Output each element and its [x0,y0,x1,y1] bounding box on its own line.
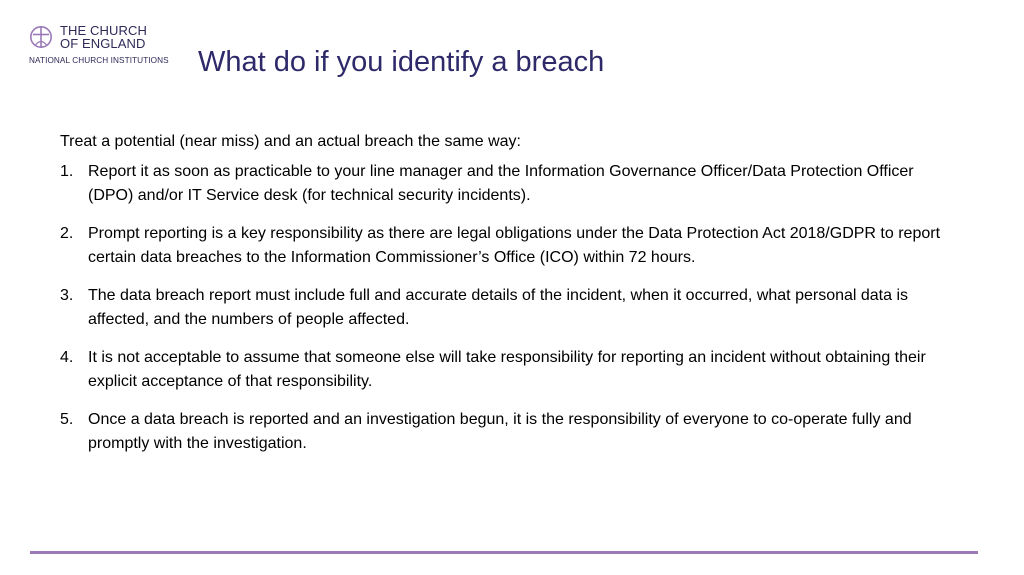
organization-logo [29,24,179,68]
step-number: 5. [60,411,74,428]
logo-subtitle: NATIONAL CHURCH INSTITUTIONS [29,56,169,65]
logo-name-line-1: THE CHURCH [60,23,147,38]
steps-list [60,160,960,456]
step-item-4 [60,346,960,394]
step-text: Once a data breach is reported and an investigation begun, it is the responsibility of everyone to co-operate fully and promptly with the investigation. [88,411,912,452]
church-cross-icon [29,25,53,49]
step-number: 1. [60,163,74,180]
slide-title: What do if you identify a breach [198,46,605,78]
slide-body [60,130,960,470]
footer-divider [30,551,978,554]
step-text: It is not acceptable to assume that someone else will take responsibility for reporting an incident without obtaining their explicit acceptance of that responsibility. [88,349,926,390]
step-text: The data breach report must include full and accurate details of the incident, when it occurred, what personal data is affected, and the numbers of people affected. [88,287,909,328]
intro-text: Treat a potential (near miss) and an actual breach the same way: [60,133,521,150]
step-text: Report it as soon as practicable to your line manager and the Information Governance Officer/Data Protection Officer (DPO) and/or IT Service desk (for technical security incidents). [88,163,914,204]
logo-wordmark [60,24,147,50]
step-item-5 [60,408,960,456]
step-number: 2. [60,225,74,242]
step-number: 4. [60,349,74,366]
step-item-2 [60,222,960,270]
step-text: Prompt reporting is a key responsibility as there are legal obligations under the Data Protection Act 2018/GDPR to report certain data breaches to the Information Commissioner’s Office (ICO) within 72 hours. [88,225,941,266]
step-item-1 [60,160,960,208]
step-item-3 [60,284,960,332]
step-number: 3. [60,287,74,304]
logo-name-line-2: OF ENGLAND [60,36,146,51]
